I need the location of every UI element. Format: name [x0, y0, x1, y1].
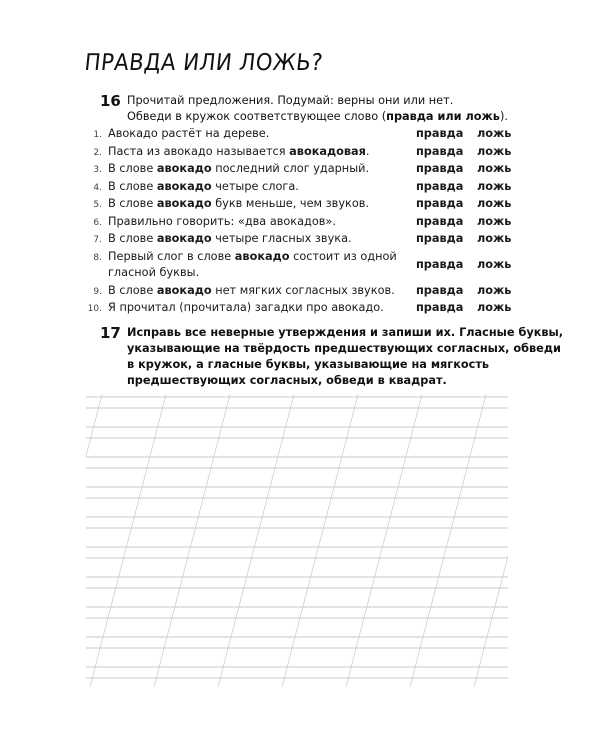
slant-guide-line: [346, 394, 422, 687]
task-16-line-2: Обведи в кружок соответствующее слово (правда или ложь).: [127, 110, 508, 123]
true-choice[interactable]: правда: [416, 257, 464, 271]
statement-text: В слове авокадо последний слог ударный.: [108, 162, 370, 175]
statement-row: [86, 196, 526, 213]
task-17-number: 17: [100, 324, 121, 342]
task-17-line-2: указывающие на твёрдость предшествующих согласных, обведи: [127, 342, 561, 355]
statement-keyword: авокадовая: [289, 144, 366, 158]
statement-row: [86, 283, 526, 300]
true-choice[interactable]: правда: [416, 197, 464, 210]
statement-keyword: авокадо: [156, 197, 212, 210]
statement-number: 5.: [93, 200, 102, 210]
task-17-line-1: Исправь все неверные утверждения и запиши их. Гласные буквы,: [127, 326, 564, 339]
statement-row: [86, 214, 526, 231]
slant-guide-line: [538, 394, 600, 687]
false-choice[interactable]: ложь: [477, 197, 512, 210]
statement-number: 6.: [93, 217, 102, 228]
task-17-line-4: предшествующих согласных, обведи в квадрат.: [127, 374, 447, 387]
false-choice[interactable]: ложь: [477, 214, 512, 228]
slant-guide-line: [410, 394, 486, 687]
statement-row: [86, 144, 526, 161]
statement-text: Авокадо растёт на дереве.: [108, 127, 270, 140]
false-choice[interactable]: ложь: [477, 127, 512, 140]
statement-number: 8.: [93, 252, 102, 263]
true-choice[interactable]: правда: [416, 283, 464, 297]
true-choice[interactable]: правда: [416, 214, 464, 228]
true-choice[interactable]: правда: [416, 144, 464, 158]
statement-text: Я прочитал (прочитала) загадки про авокадо.: [108, 301, 384, 314]
false-choice[interactable]: ложь: [477, 283, 512, 297]
slant-guide-line: [154, 394, 230, 687]
statement-keyword: авокадо: [156, 232, 212, 245]
task-16-line-1: Прочитай предложения. Подумай: верны они или нет.: [127, 94, 454, 107]
statement-text: Паста из авокадо называется авокадовая.: [108, 144, 370, 158]
statement-text: Правильно говорить: «два авокадов».: [108, 214, 336, 228]
true-choice[interactable]: правда: [416, 232, 464, 245]
statement-number: 9.: [93, 286, 102, 297]
statement-number: 3.: [93, 165, 102, 175]
task-17-line-3: в кружок, а гласные буквы, указывающие на мягкость: [127, 358, 490, 371]
statement-row: [86, 126, 526, 143]
false-choice[interactable]: ложь: [477, 162, 512, 175]
statement-text: В слове авокадо нет мягких согласных звуков.: [108, 283, 395, 297]
statement-number: 1.: [93, 130, 102, 140]
slant-guide-line: [282, 394, 358, 687]
statement-number: 10.: [87, 304, 102, 314]
statement-row: [86, 161, 526, 178]
false-choice[interactable]: ложь: [477, 301, 512, 314]
statement-row: [86, 300, 526, 317]
statement-number: 4.: [93, 182, 102, 193]
true-choice[interactable]: правда: [416, 162, 464, 175]
slant-guide-line: [218, 394, 294, 687]
statement-text: В слове авокадо четыре гласных звука.: [108, 232, 352, 245]
page-title: ПРАВДА ИЛИ ЛОЖЬ?: [83, 50, 325, 76]
task-16-instructions: [127, 93, 508, 125]
statement-keyword: авокадо: [234, 249, 290, 263]
statement-keyword: авокадо: [156, 179, 212, 193]
task-16-number: 16: [100, 92, 121, 110]
statement-text: В слове авокадо четыре слога.: [108, 179, 299, 193]
true-choice[interactable]: правда: [416, 301, 464, 314]
statement-text: В слове авокадо букв меньше, чем звуков.: [108, 197, 369, 210]
statement-text: Первый слог в слове авокадо состоит из одной гласной буквы.: [108, 249, 397, 279]
true-choice[interactable]: правда: [416, 127, 464, 140]
statement-keyword: авокадо: [156, 162, 212, 175]
statement-number: 2.: [93, 147, 102, 158]
slant-guide-line: [90, 394, 166, 687]
slant-guide-line: [474, 394, 550, 687]
false-choice[interactable]: ложь: [477, 179, 512, 193]
statement-row: [86, 249, 526, 281]
task-16-bold-words: правда или ложь: [386, 110, 500, 123]
true-choice[interactable]: правда: [416, 179, 464, 193]
false-choice[interactable]: ложь: [477, 257, 512, 271]
task-17-instructions: [127, 325, 563, 389]
statement-row: [86, 179, 526, 196]
statement-row: [86, 231, 526, 248]
false-choice[interactable]: ложь: [477, 232, 512, 245]
statement-keyword: авокадо: [156, 283, 212, 297]
false-choice[interactable]: ложь: [477, 144, 512, 158]
statement-number: 7.: [93, 235, 102, 245]
statements-list: [86, 126, 526, 318]
slant-guide-line: [26, 394, 102, 687]
